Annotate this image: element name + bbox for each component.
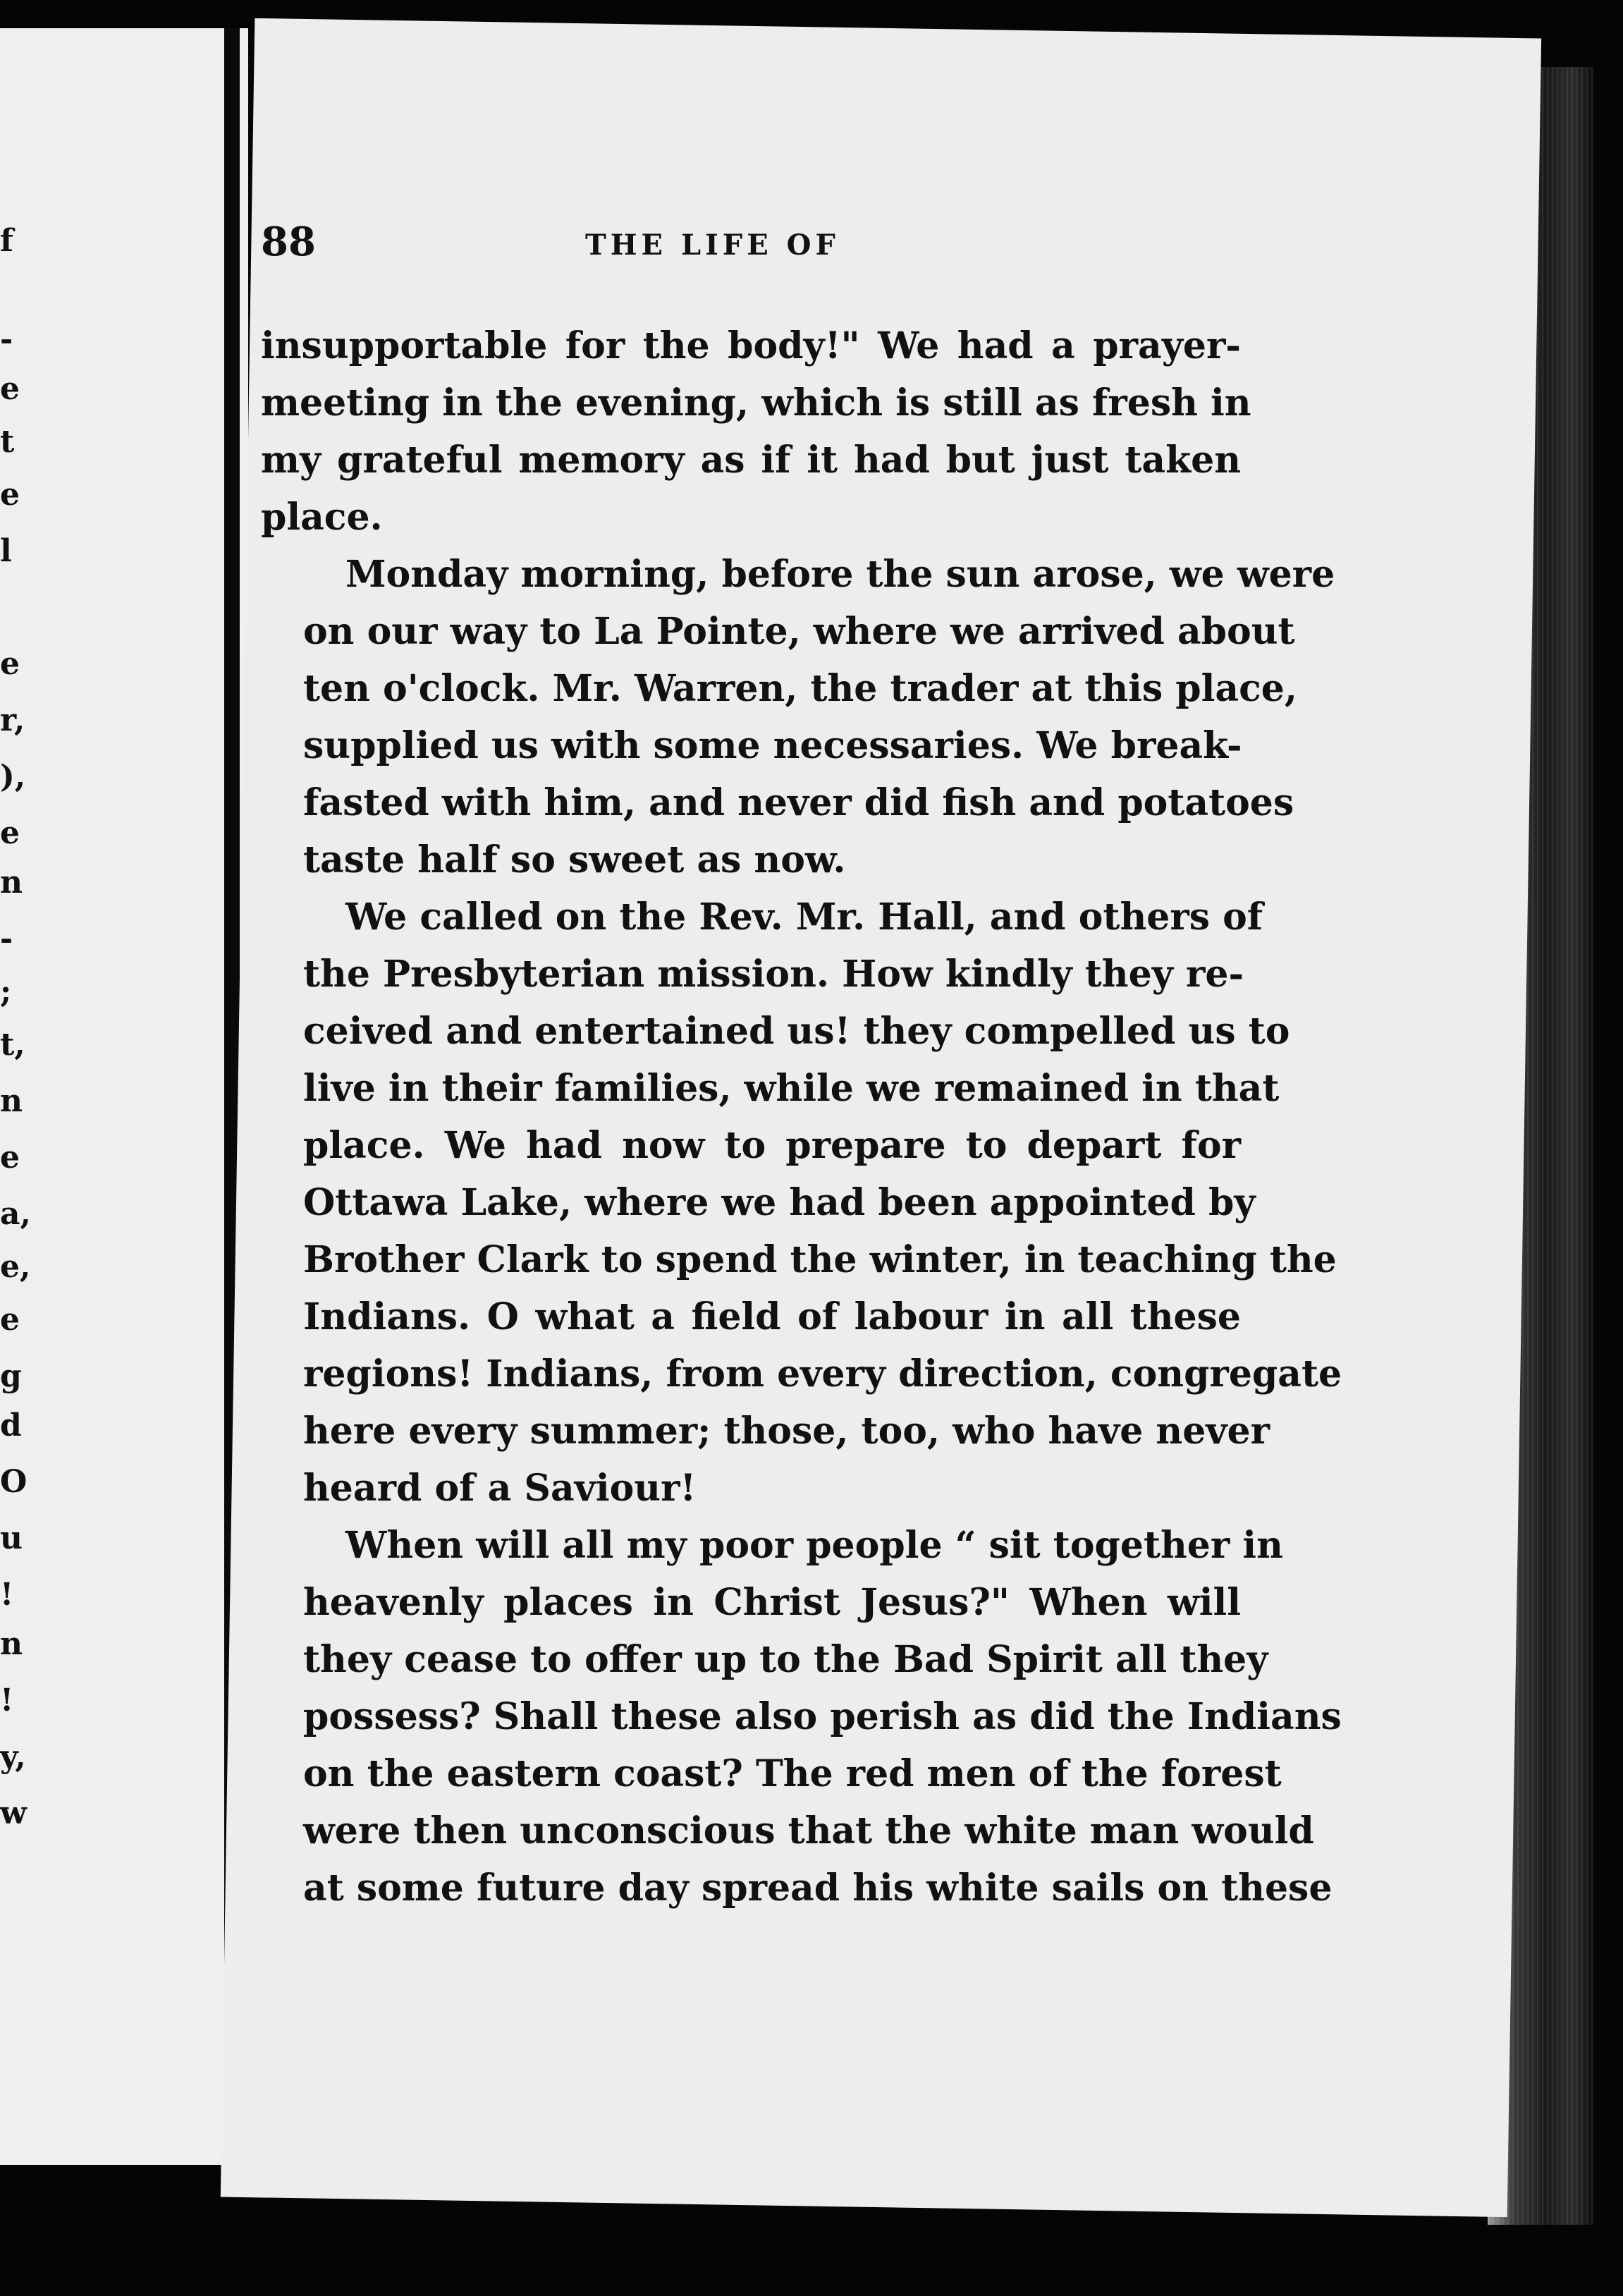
facing-page-char: g	[0, 1358, 22, 1394]
text-line: place. We had now to prepare to depart for	[303, 1124, 1241, 1167]
facing-page-char: n	[0, 865, 23, 900]
text-line: on our way to La Pointe, where we arrived about	[303, 610, 1295, 653]
facing-page-char: e	[0, 1140, 20, 1176]
text-line: We called on the Rev. Mr. Hall, and others of	[345, 896, 1263, 939]
text-line: on the eastern coast? The red men of the forest	[303, 1752, 1282, 1795]
text-line: possess? Shall these also perish as did the Indians	[303, 1695, 1342, 1738]
text-line: supplied us with some necessaries. We break-	[303, 724, 1242, 767]
facing-page-char: e	[0, 1302, 20, 1338]
text-line: fasted with him, and never did fish and potatoes	[303, 781, 1294, 824]
text-line: heard of a Saviour!	[303, 1467, 697, 1510]
running-head: THE LIFE OF	[585, 228, 840, 262]
facing-page-char: -	[0, 322, 13, 358]
facing-page-char: O	[0, 1464, 27, 1500]
text-line: at some future day spread his white sails on these	[303, 1867, 1333, 1910]
text-line: were then unconscious that the white man would	[303, 1809, 1314, 1852]
facing-page-char: e	[0, 815, 20, 851]
facing-page-char: e	[0, 477, 20, 513]
text-line: place.	[261, 496, 383, 539]
text-line: ceived and entertained us! they compelled us to	[303, 1010, 1290, 1053]
text-line: taste half so sweet as now.	[303, 838, 846, 881]
text-line: here every summer; those, too, who have never	[303, 1410, 1270, 1453]
facing-page-char: r,	[0, 702, 25, 738]
facing-page-char: n	[0, 1083, 23, 1119]
page-number: 88	[261, 219, 316, 265]
paragraph-2	[261, 546, 1335, 889]
text-line: Monday morning, before the sun arose, we were	[345, 553, 1335, 596]
facing-page-char: y,	[0, 1739, 26, 1775]
facing-page-char: f	[0, 223, 13, 259]
facing-page-char: l	[0, 533, 12, 569]
facing-page-char: d	[0, 1407, 22, 1443]
text-line: meeting in the evening, which is still as fresh in	[261, 381, 1251, 425]
facing-page-char: e,	[0, 1249, 31, 1285]
facing-page-char: t	[0, 424, 15, 460]
facing-page-char: a,	[0, 1196, 31, 1232]
facing-page-char: e	[0, 371, 20, 407]
text-line: Indians. O what a field of labour in all these	[303, 1295, 1241, 1338]
facing-page-char: ;	[0, 974, 12, 1010]
facing-page-char: e	[0, 646, 20, 682]
text-line: live in their families, while we remained in that	[303, 1067, 1280, 1110]
text-line: regions! Indians, from every direction, congregate	[303, 1352, 1342, 1396]
facing-page-edge-text	[0, 28, 31, 2165]
facing-page-char: u	[0, 1520, 23, 1556]
text-line: insupportable for the body!" We had a prayer-	[261, 324, 1241, 367]
facing-page-char: w	[0, 1795, 27, 1831]
paragraph-1	[261, 317, 1251, 546]
text-line: When will all my poor people “ sit together in	[345, 1524, 1283, 1567]
paragraph-3	[261, 889, 1342, 1517]
text-line: they cease to offer up to the Bad Spirit all they	[303, 1638, 1268, 1681]
facing-page-left	[0, 28, 248, 2165]
text-line: Brother Clark to spend the winter, in teaching the	[303, 1238, 1337, 1281]
facing-page-char: n	[0, 1626, 23, 1662]
facing-page-char: -	[0, 921, 13, 957]
facing-page-char: ),	[0, 759, 26, 795]
text-line: my grateful memory as if it had but just taken	[261, 439, 1241, 482]
page-header	[261, 219, 1241, 282]
facing-page-char: !	[0, 1683, 14, 1718]
facing-page-char: !	[0, 1577, 14, 1613]
text-line: ten o'clock. Mr. Warren, the trader at this place,	[303, 667, 1297, 710]
text-line: heavenly places in Christ Jesus?" When will	[303, 1581, 1241, 1624]
text-line: the Presbyterian mission. How kindly they re-	[303, 953, 1244, 996]
body-text	[261, 317, 1342, 1917]
facing-page-char: t,	[0, 1027, 25, 1063]
text-line: Ottawa Lake, where we had been appointed by	[303, 1181, 1256, 1224]
paragraph-4	[261, 1517, 1342, 1917]
